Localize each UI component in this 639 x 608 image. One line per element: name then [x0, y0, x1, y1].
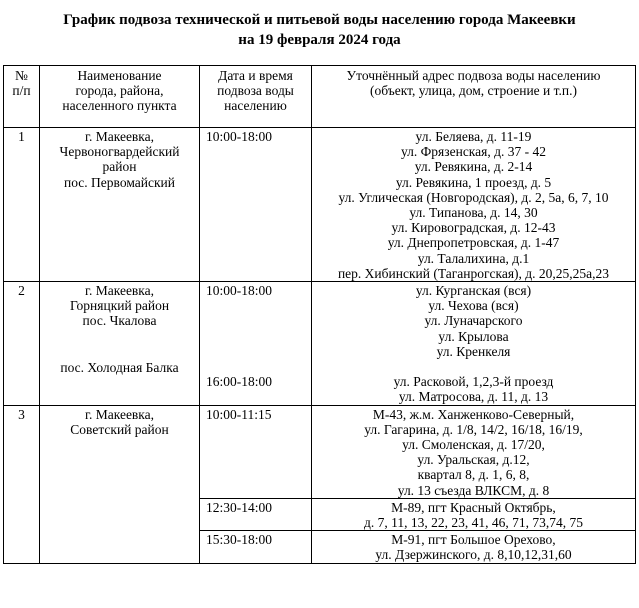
place-secondary: пос. Холодная Балка: [60, 359, 179, 375]
place-cell: г. Макеевка, Советский район: [40, 405, 200, 563]
header-place: Наименование города, района, населенного пункта: [40, 66, 200, 128]
row-number: 1: [4, 128, 40, 282]
address-cell: ул. Курганская (вся) ул. Чехова (вся) ул. Луначарского ул. Крылова ул. Кренкеля ул. Расковой, 1,2,3-й проезд ул. Матросова, д. 11, д. 13: [312, 282, 636, 406]
row-number: 3: [4, 405, 40, 563]
header-time: Дата и время подвоза воды населению: [200, 66, 312, 128]
header-row: [4, 66, 636, 128]
time-cell: 12:30-14:00: [200, 498, 312, 530]
address-cell: М-91, пгт Большое Орехово, ул. Дзержинского, д. 8,10,12,31,60: [312, 531, 636, 563]
table-row: [4, 282, 636, 406]
address-cell: М-43, ж.м. Ханженково-Северный, ул. Гагарина, д. 1/8, 14/2, 16/18, 16/19, ул. Смоленская, д. 17/20, ул. Уральская, д.12, квартал 8, д. 1, 6, 8, ул. 13 съезда ВЛКСМ, д. 8: [312, 405, 636, 498]
address-cell: М-89, пгт Красный Октябрь, д. 7, 11, 13, 22, 23, 41, 46, 71, 73,74, 75: [312, 498, 636, 530]
document-date: на 19 февраля 2024 года: [238, 32, 401, 48]
place-cell: г. Макеевка, Горняцкий район пос. Чкалова пос. Холодная Балка: [40, 282, 200, 406]
time-cell: 15:30-18:00: [200, 531, 312, 563]
header-num: № п/п: [4, 66, 40, 128]
row-number: 2: [4, 282, 40, 406]
time-secondary: 16:00-18:00: [206, 374, 272, 390]
schedule-table: [3, 65, 636, 564]
place-cell: г. Макеевка, Червоногвардейский район пос. Первомайский: [40, 128, 200, 282]
table-row: [4, 128, 636, 282]
address-cell: ул. Беляева, д. 11-19 ул. Фрязенская, д. 37 - 42 ул. Ревякина, д. 2-14 ул. Ревякина, 1 проезд, д. 5 ул. Углическая (Новгородская), д. 2, 5а, 6, 7, 10 ул. Типанова, д. 14, 30 ул. Кировоградская, д. 12-43 ул. Днепропетровская, д. 1-47 ул. Талалихина, д.1 пер. Хибинский (Таганрогская), д. 20,25,25а,23: [312, 128, 636, 282]
time-cell: 10:00-18:00: [200, 128, 312, 282]
document-title: График подвоза технической и питьевой воды населению города Макеевки: [63, 12, 576, 28]
table-row: [4, 405, 636, 498]
time-cell: 10:00-11:15: [200, 405, 312, 498]
time-cell: 10:00-18:00 16:00-18:00: [200, 282, 312, 406]
header-address: Уточнённый адрес подвоза воды населению (объект, улица, дом, строение и т.п.): [312, 66, 636, 128]
